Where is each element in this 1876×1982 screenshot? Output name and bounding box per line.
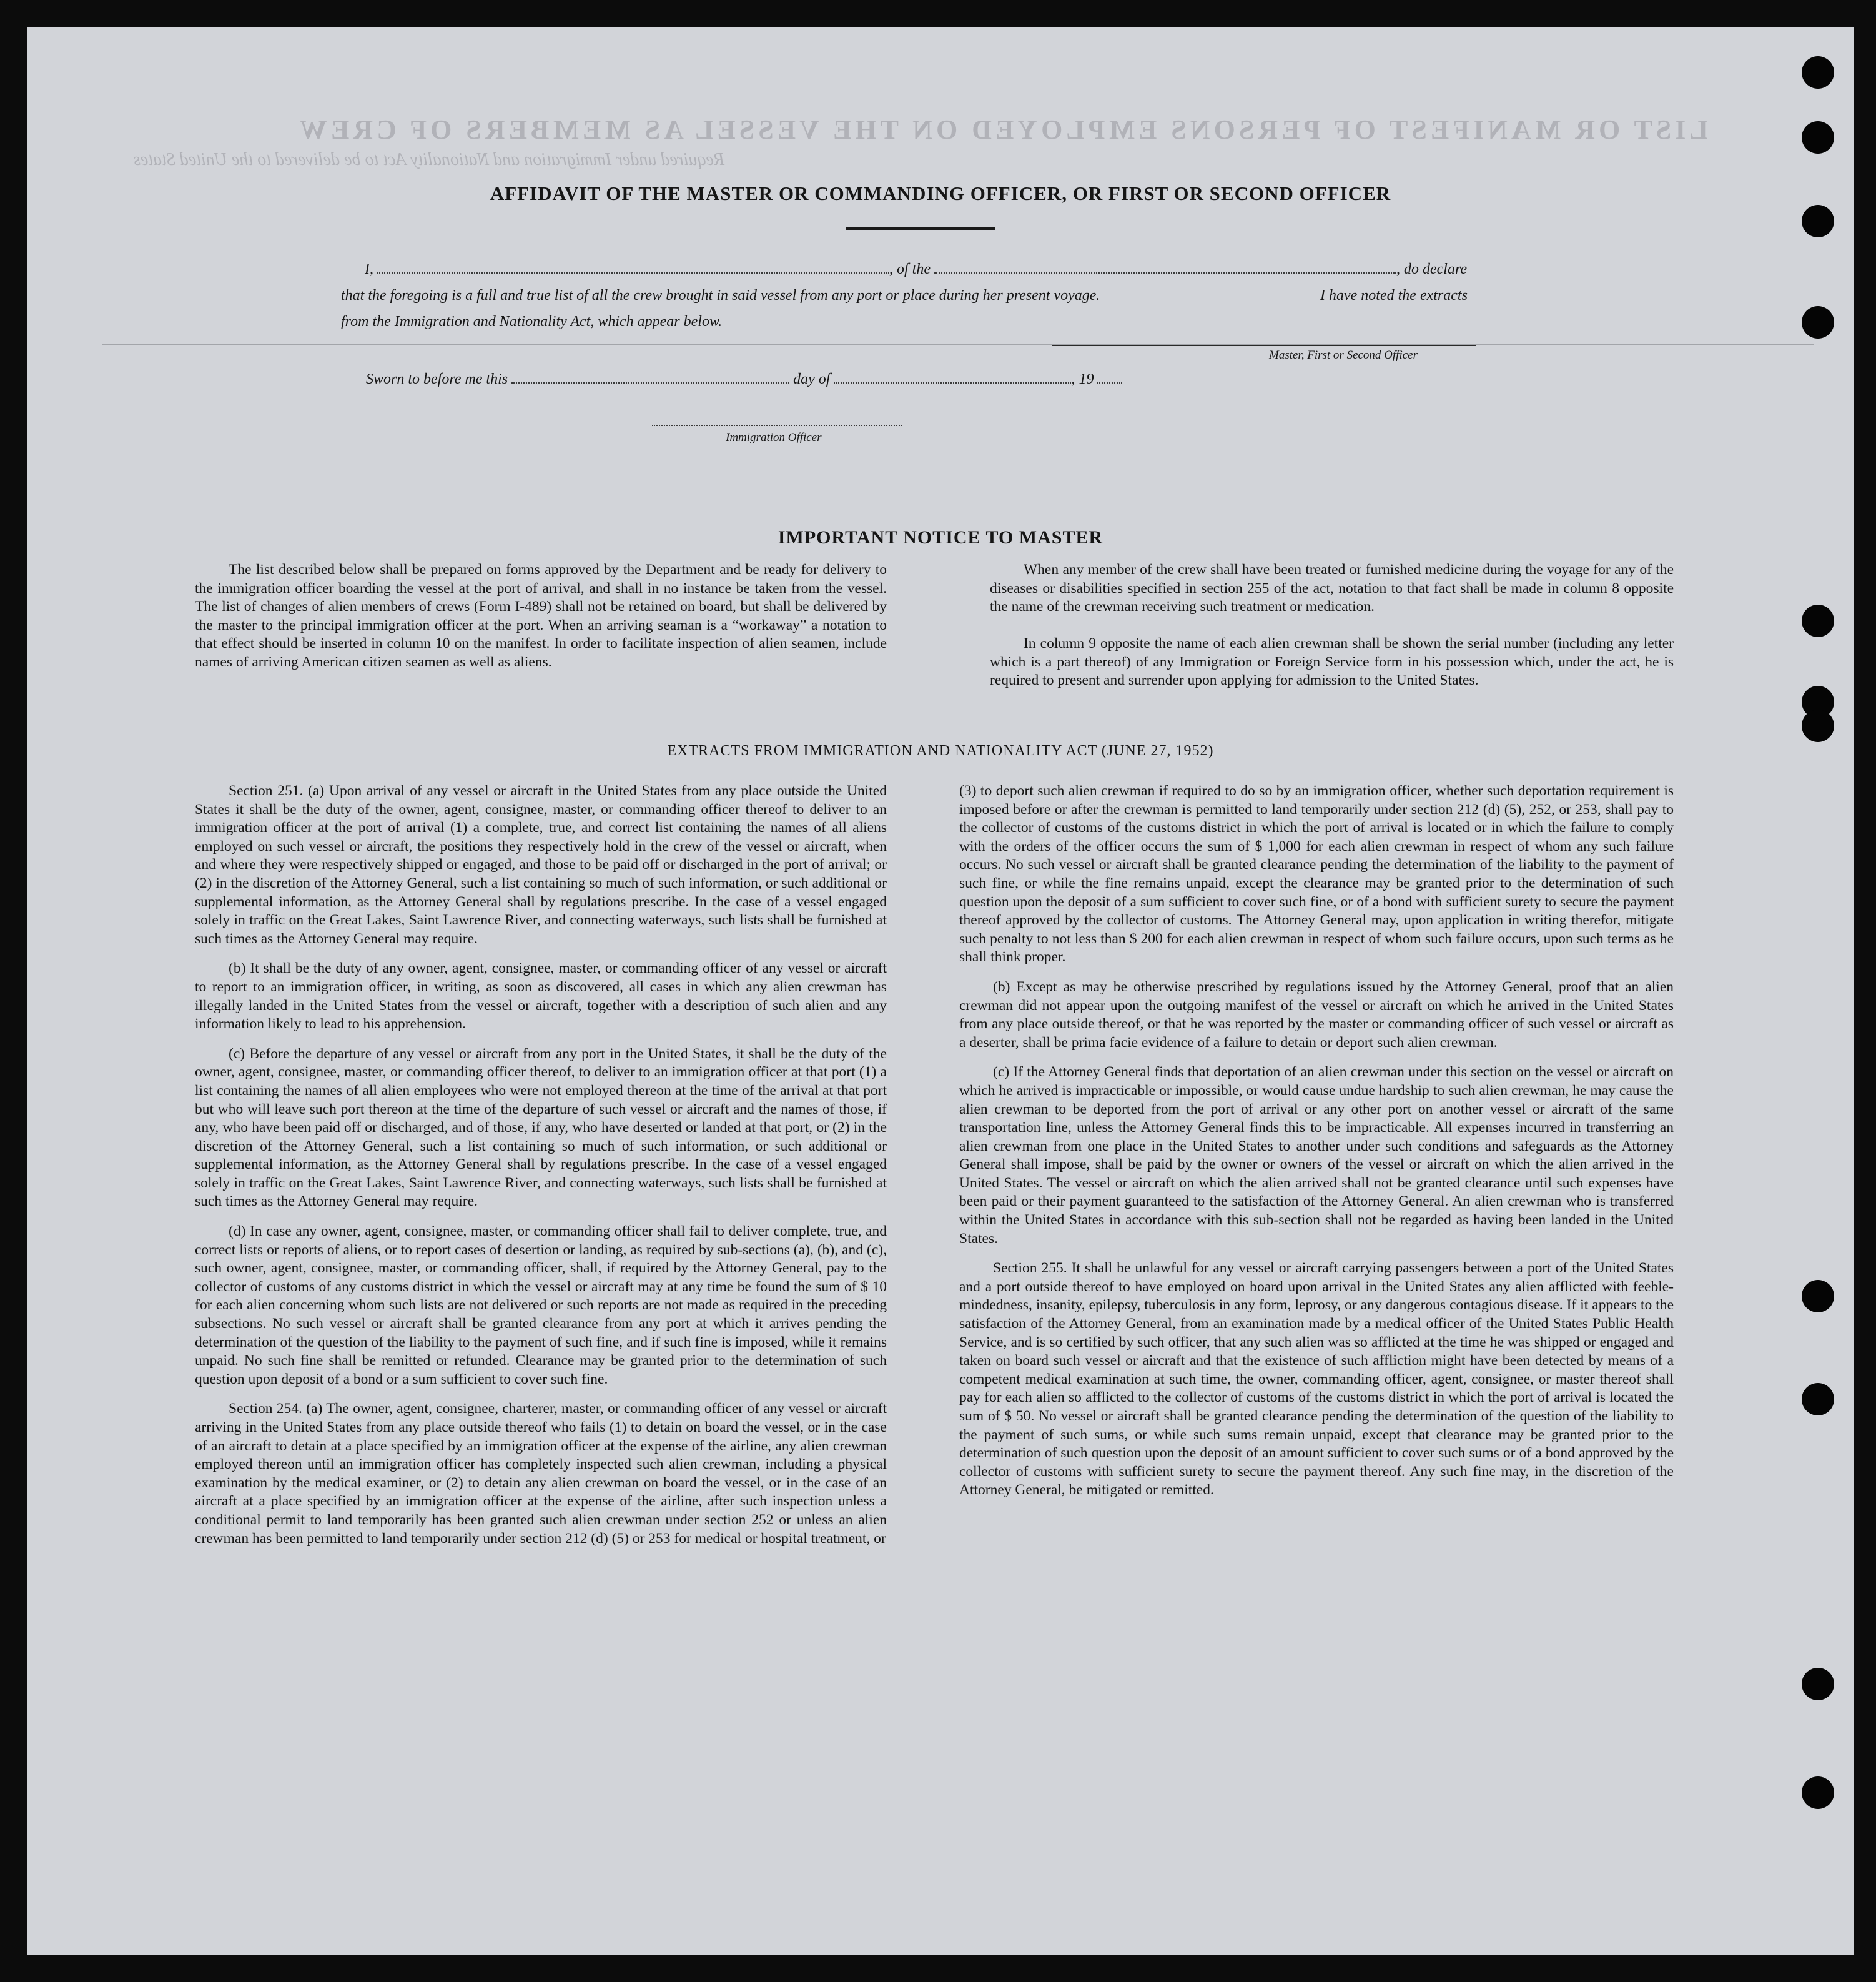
affidavit-i-label: I,	[365, 261, 373, 277]
sworn-year-field[interactable]	[1097, 370, 1122, 384]
section-255: Section 255. It shall be unlawful for any vessel or aircraft carrying passengers between a port of the United States and a port outside thereof to have employed on board upon arrival in the United States any alien afflicted with feeble-mindedness, insanity, epilepsy, tuberculosis in any form, leprosy, or any dangerous contagious disease. If it appears to the satisfaction of the Attorney General, from an examination made by a medical officer of the United States Public Health Service, and is so certified by such officer, that any such alien was so afflicted at the time he was shipped or engaged and taken on board such vessel or aircraft and that the existence of such affliction might have been detected by means of a competent medical examination at such time, the owner, commanding officer, agent, consignee, or master thereof shall pay for each alien so afflicted to the collector of customs of the customs district in which the port of arrival is located the sum of $ 50. No vessel or aircraft shall be granted clearance pending the determination of the question of the liability to the payment of such sums, or while such sums remain unpaid, except that clearance may be granted prior to the determination of such question upon the deposit of an amount sufficient to cover such sums or of a bond approved by the collector of customs with sufficient surety to secure the payment thereof. Any such fine may, in the discretion of the Attorney General, be mitigated or remitted.	[959, 1260, 1674, 1499]
sworn-year-label: , 19	[1071, 371, 1094, 387]
document-page	[27, 27, 1854, 1955]
immigration-officer-caption: Immigration Officer	[726, 431, 822, 444]
bleed-through-heading: LIST OR MANIFEST OF PERSONS EMPLOYED ON THE VESSEL AS MEMBERS OF CREW	[296, 114, 1708, 145]
section-251b: (b) It shall be the duty of any owner, agent, consignee, master, or commanding officer of any vessel or aircraft to report to an immigration officer, in writing, as soon as discovered, all cases in which any alien crewman has illegally landed in the United States from the vessel or aircraft, together with a description of such alien and any information likely to lead to his apprehension.	[195, 960, 887, 1033]
punch-hole-icon	[1802, 1383, 1834, 1415]
punch-hole-icon	[1802, 306, 1834, 339]
extracts-right-column	[959, 782, 1674, 1511]
notice-right-paragraph-1: When any member of the crew shall have been treated or furnished medicine during the voyage for any of the diseases or disabilities specified in section 255 of the act, notation to that fact shall be made in column 8 opposite the name of the crewman receiving such treatment or medication.	[990, 562, 1674, 615]
master-signature-caption: Master, First or Second Officer	[1269, 349, 1418, 362]
affidavit-line-2: that the foregoing is a full and true list of all the crew brought in said vessel from any port or place during her present voyage.	[341, 287, 1100, 304]
sworn-month-field[interactable]	[834, 370, 1071, 384]
punch-hole-icon	[1802, 605, 1834, 637]
sworn-line	[366, 370, 1122, 388]
punch-hole-icon	[1802, 710, 1834, 742]
punch-hole-icon	[1802, 205, 1834, 237]
bleed-through-subline: Required under Immigration and Nationality Act to be delivered to the United States	[134, 150, 725, 169]
immigration-officer-signature-line[interactable]	[652, 425, 902, 426]
extracts-title: EXTRACTS FROM IMMIGRATION AND NATIONALITY ACT (JUNE 27, 1952)	[667, 743, 1214, 759]
sworn-prefix: Sworn to before me this	[366, 371, 508, 387]
affidavit-title: AFFIDAVIT OF THE MASTER OR COMMANDING OFFICER, OR FIRST OR SECOND OFFICER	[490, 182, 1391, 204]
punch-hole-icon	[1802, 1776, 1834, 1809]
section-254b: (b) Except as may be otherwise prescribed by regulations issued by the Attorney General, proof that an alien crewman did not appear upon the outgoing manifest of the vessel or aircraft on which he arrived in the United States from any place outside thereof, or that he was reported by the master or commanding officer of such vessel or aircraft as a deserter, shall be prima facie evidence of a failure to detain or deport such alien crewman.	[959, 978, 1674, 1051]
affidavit-of-the-label: , of the	[889, 261, 931, 277]
extracts-left-column	[195, 782, 887, 1559]
title-underline	[846, 227, 995, 230]
notice-title: IMPORTANT NOTICE TO MASTER	[778, 527, 1103, 548]
punch-hole-icon	[1802, 1280, 1834, 1312]
section-254a: Section 254. (a) The owner, agent, consignee, charterer, master, or commanding officer of any vessel or aircraft arriving in the United States from any place outside thereof who fails (1) to detain on board the vessel, or in the case of an aircraft to detain at a place specified by an immigration officer at the expense of the airline, any alien crewman employed thereon until an immigration officer has completely inspected such alien crewman, including a physical examination by the medical examiner, or (2) to detain any alien crewman on board the vessel, or in the case of an aircraft at a place specified by an immigration officer at the expense of the airline, after such inspection unless a conditional permit to land temporarily has been granted such alien crewman under section 252 or unless an alien crewman has been permitted to land temporarily under section 212 (d) (5) or 253 for medical or hospital treatment, or	[195, 1400, 887, 1547]
vessel-blank-field[interactable]	[934, 260, 1396, 274]
sworn-day-of-label: day of	[793, 371, 831, 387]
section-251a: Section 251. (a) Upon arrival of any vessel or aircraft in the United States from any place outside the United States it shall be the duty of the owner, agent, consignee, master, or commanding officer thereof to deliver to an immigration officer at the port of arrival (1) a complete, true, and correct list containing the names of all aliens employed on such vessel or aircraft, the positions they respectively hold in the crew of the vessel or aircraft, when and where they were respectively shipped or engaged, and those to be paid off or discharged in the port of arrival; or (2) in the discretion of the Attorney General, such a list containing so much of such information, or such additional or supplemental information, as the Attorney General shall by regulations prescribe. In the case of a vessel engaged solely in traffic on the Great Lakes, Saint Lawrence River, and connecting waterways, such lists shall be furnished at such times as the Attorney General may require.	[195, 783, 887, 947]
section-251c: (c) Before the departure of any vessel or aircraft from any port in the United States, it shall be the duty of the owner, agent, consignee, master, or commanding officer thereof, to deliver to an immigration officer at that port (1) a list containing the names of all alien employees who were not employed thereon at the time of the arrival at that port but who will leave such port thereon at the time of the departure of such vessel or aircraft and the names of those, if any, who have been paid off or discharged, and of those, if any, who have deserted or landed at that port, or (2) in the discretion of the Attorney General, such a list containing so much of such information, or such additional or supplemental information, as the Attorney General shall by regulations prescribe. In the case of a vessel engaged solely in traffic on the Great Lakes, Saint Lawrence River, and connecting waterways, such lists shall be furnished at such times as the Attorney General may require.	[195, 1045, 887, 1210]
affidavit-do-declare-label: , do declare	[1396, 261, 1468, 277]
notice-left-paragraph: The list described below shall be prepared on forms approved by the Department and be ready for delivery to the immigration officer boarding the vessel at the port of arrival, and shall in no instance be taken from the vessel. The list of changes of alien members of crews (Form I-489) shall not be retained on board, but shall be delivered by the master to the principal immigration officer at the port. When an arriving seaman is a “workaway” a notation to that effect should be inserted in column 10 on the manifest. In order to facilitate inspection of alien seamen, include names of arriving American citizen seamen as well as aliens.	[195, 562, 887, 670]
sworn-day-field[interactable]	[511, 370, 789, 384]
section-254c: (c) If the Attorney General finds that deportation of an alien crewman under this section on the vessel or aircraft on which he arrived is impracticable or impossible, or would cause undue hardship to such alien crewman, he may cause the alien crewman to be deported from the port of arrival or any other port on another vessel or aircraft of the same transportation line, unless the Attorney General finds this to be impracticable. All expenses incurred in transferring an alien crewman from one place in the United States to another under such conditions and safeguards as the Attorney General shall impose, shall be paid by the owner or owners of the vessel or aircraft on which the alien arrived in the United States. The vessel or aircraft on which the alien arrived shall not be granted clearance until such expenses have been paid or their payment guaranteed to the satisfaction of the Attorney General. An alien crewman who is transferred within the United States in accordance with this sub-section shall not be regarded as having been landed in the United States.	[959, 1064, 1674, 1247]
affidavit-line-2-right: I have noted the extracts	[1320, 287, 1468, 304]
punch-hole-icon	[1802, 121, 1834, 154]
affidavit-line-1	[365, 260, 1467, 278]
affidavit-line-3: from the Immigration and Nationality Act, which appear below.	[341, 314, 723, 330]
punch-hole-icon	[1802, 1668, 1834, 1700]
section-254a-continued: (3) to deport such alien crewman if required to do so by an immigration officer, whether such deportation requirement is imposed before or after the crewman is permitted to land temporarily under section 212 (d) (5), 252, or 253, shall pay to the collector of customs of the customs district in which the port of arrival is located or in which the failure to comply with the orders of the officer occurs the sum of $ 1,000 for each alien crewman in respect of whom any such failure occurs. No such vessel or aircraft shall be granted clearance pending the determination of the liability to the payment of such fine, or while the fine remains unpaid, except the clearance may be granted prior to the determination of such question upon the deposit of a sum sufficient to cover such fine, or of a bond with sufficient surety to secure the payment thereof approved by the collector of customs. The Attorney General may, upon application in writing therefor, mitigate such penalty to not less than $ 200 for each alien crewman in respect of whom such failure occurs, upon such terms as he shall think proper.	[959, 783, 1674, 966]
section-251d: (d) In case any owner, agent, consignee, master, or commanding officer shall fail to deliver complete, true, and correct lists or reports of aliens, or to report cases of desertion or landing, as required by sub-sections (a), (b), and (c), such owner, agent, consignee, master, or commanding officer, shall, if required by the Attorney General, pay to the collector of customs of any customs district in which the vessel or aircraft may at any time be found the sum of $ 10 for each alien concerning whom such lists are not delivered or such reports are not made as required in the preceding subsections. No such vessel or aircraft shall be granted clearance from any port at which it arrives pending the determination of the question of the liability to the payment of such fine, and if such fine is imposed, while it remains unpaid. No such fine shall be remitted or refunded. Clearance may be granted prior to the determination of such question upon deposit of a bond or a sum sufficient to cover such fine.	[195, 1223, 887, 1387]
bleed-through-rule	[102, 344, 1814, 345]
master-signature-line[interactable]	[1052, 345, 1476, 346]
name-blank-field[interactable]	[377, 260, 889, 274]
notice-right-paragraph-2: In column 9 opposite the name of each alien crewman shall be shown the serial number (including any letter which is a part thereof) of any Immigration or Foreign Service form in his possession which, under the act, he is required to present and surrender upon applying for admission to the United States.	[990, 635, 1674, 689]
punch-hole-icon	[1802, 56, 1834, 89]
